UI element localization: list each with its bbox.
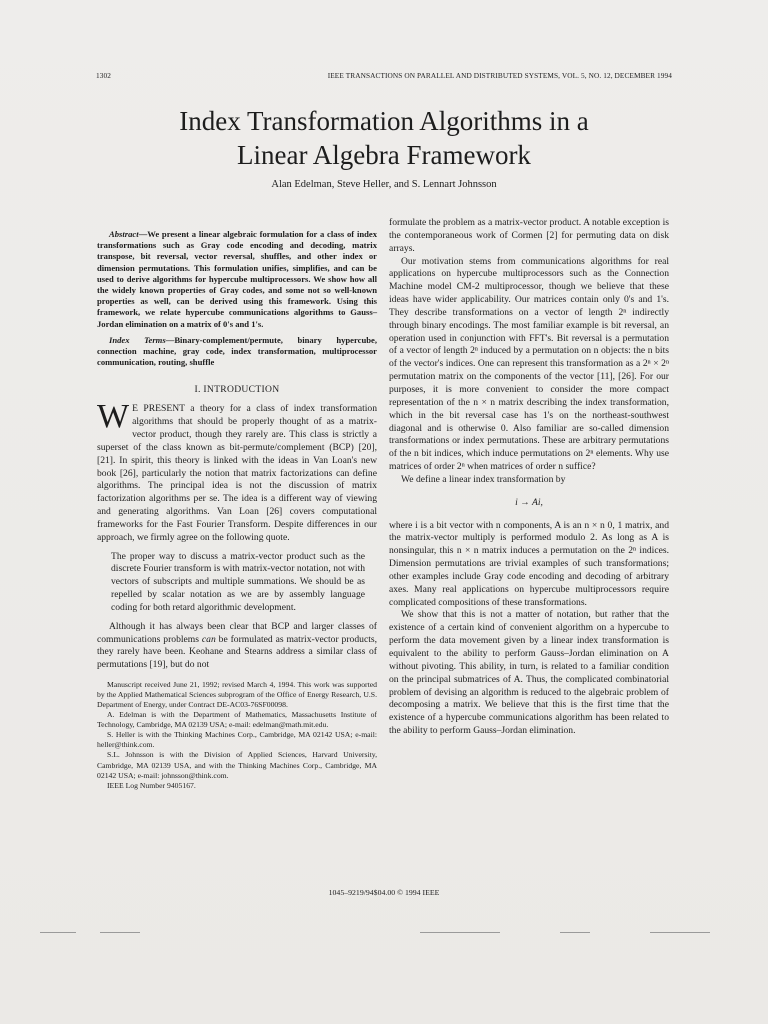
right-paragraph-3: We define a linear index transformation by	[401, 473, 566, 485]
footnote-manuscript: Manuscript received June 21, 1992; revised March 4, 1994. This work was supported by the Applied Mathematical Sciences subprogram of the Office of Energy Research, U.S. Department of Energy, under Contract DE-AC03-76SF00098.	[97, 680, 377, 710]
right-paragraph-1: formulate the problem as a matrix-vector product. A notable exception is the contemporaneous work of Cormen [2] for permuting data on disk arrays.	[389, 217, 669, 254]
drop-cap: W	[97, 398, 130, 436]
display-formula: i → Ai,	[515, 496, 543, 508]
left-column	[97, 229, 377, 791]
edge-mark-2	[100, 932, 140, 933]
intro-paragraph-2	[97, 621, 377, 672]
right-paragraph-2: Our motivation stems from communications algorithms for real applications on hypercube multiprocessors such as the Connection Machine model CM-2 multiprocessor, though we believe that these ideas have wider applicability. Our matrices contain only 0's and 1's. They describe transformations on a vector of length 2ⁿ indirectly through binary encodings. The most familiar example is bit reversal, an operation used in conjunction with FFT's. Bit reversal is a permutation of a vector of length 2ⁿ induced by a permutation on n objects: the n bits of the vector's indices. One can represent this transformation as a 2ⁿ × 2ⁿ permutation matrix on the components of the vector [11], [26]. For our purposes, it is more convenient to consider the more compact representation of the n × n matrix describing the index transformation, which in the bit reversal case has 1's on the northeast-southwest diagonal and is otherwise 0. Also familiar are so-called dimension transformations or index permutations. These are arbitrary permutations of the n bit indices, which induce permutations on 2ⁿ elements. Why use matrices of order 2ⁿ when matrices of order n suffice?	[389, 255, 669, 473]
footnote-johnsson: S.L. Johnsson is with the Division of Applied Sciences, Harvard University, Cambridge, MA 02139 USA, and with the Thinking Machines Corp., Cambridge, MA 02142 USA; e-mail: johnsson@think.com.	[97, 750, 377, 780]
intro-paragraph-2-a: Although it has always been clear that BCP and larger classes of communications problems	[97, 620, 377, 645]
page-number: 1302	[96, 71, 111, 80]
abstract-label: Abstract	[109, 229, 139, 239]
author-list: Alan Edelman, Steve Heller, and S. Lennart Johnsson	[271, 179, 497, 190]
edge-mark-4	[560, 932, 590, 933]
paper-title	[0, 104, 768, 172]
edge-mark-1	[40, 932, 76, 933]
title-line-2: Linear Algebra Framework	[237, 140, 531, 170]
right-column	[389, 217, 669, 738]
index-terms-text: —Binary-complement/permute, binary hypercube, connection machine, gray code, index transformation, multiprocessor communication, routing, shuffle	[97, 334, 377, 368]
edge-mark-3	[420, 932, 500, 933]
scan-edge-marks	[0, 930, 768, 938]
block-quote: The proper way to discuss a matrix-vector product such as the discrete Fourier transform is with matrix-vector notation, not with vectors of subscripts and multiple summations. We should be as repelled by scalar notation as we are by assembly language coding for both retard algorithmic development.	[111, 550, 365, 613]
abstract	[97, 229, 377, 330]
index-terms	[97, 335, 377, 369]
edge-mark-5	[650, 932, 710, 933]
intro-paragraph-1-text: E PRESENT a theory for a class of index transformation algorithms that should be properly thought of as a matrix-vector product, though they rarely are. This class is strictly a superset of the class known as bit-permute/complement (BCP) [20], [21]. In spirit, this theory is linked with the ideas in Van Loan's new book [26], particularly the notion that matrix factorizations can define algorithms. The principal idea is not the discussion of matrix factorization algorithms per se. The idea is a different way of viewing and generating algorithms. Van Loan [26] covers computational frameworks for the Fast Fourier Transform. Despite differences in our approach, we firmly agree on the following quote.	[97, 403, 377, 543]
right-paragraph-4: where i is a bit vector with n components, A is an n × n 0, 1 matrix, and the matrix-vector multiply is performed modulo 2. As long as A is nonsingular, this n × n matrix induces a permutation on the 2ⁿ indices. Dimension permutations are trivial examples of such transformations; other examples include Gray code encoding and decoding of arbitrary axes. Many real applications on hypercube multiprocessors require complicated compositions of these transformations.	[389, 519, 669, 608]
copyright-line: 1045–9219/94$04.00 © 1994 IEEE	[328, 888, 440, 897]
index-terms-label: Index Terms	[109, 334, 166, 345]
intro-paragraph-1	[97, 398, 377, 544]
intro-paragraph-2-b: be formulated as matrix-vector products, they rarely have been. Keohane and Stearns address a similar class of permutations [19], but do not	[97, 633, 377, 671]
intro-paragraph-2-emphasis: can	[201, 633, 216, 645]
footnote-heller: S. Heller is with the Thinking Machines Corp., Cambridge, MA 02142 USA; e-mail: heller@think.com.	[97, 730, 377, 750]
right-paragraph-5: We show that this is not a matter of notation, but rather that the existence of a certain kind of convenient algorithm on a hypercube to perform the data movement given by a linear index transformation is equivalent to the ability to perform Gauss–Jordan elimination on A without pivoting. This ability, in turn, is related to a familiar condition on the principal submatrices of A. Thus, the complicated combinatorial problem of devising an algorithm is reduced to the algebraic problem of decomposing a matrix. We believe that this is the first time that the existence of a hypercube communications algorithm has been related to the ability to perform Gauss–Jordan elimination.	[389, 609, 669, 737]
section-heading-introduction: I. INTRODUCTION	[194, 384, 280, 396]
journal-header: IEEE TRANSACTIONS ON PARALLEL AND DISTRIBUTED SYSTEMS, VOL. 5, NO. 12, DECEMBER 1994	[327, 71, 672, 80]
title-line-1: Index Transformation Algorithms in a	[179, 106, 589, 136]
footnote-edelman: A. Edelman is with the Department of Mathematics, Massachusetts Institute of Technology, Cambridge, MA 02139 USA; e-mail: edelman@math.mit.edu.	[97, 710, 377, 730]
abstract-text: —We present a linear algebraic formulation for a class of index transformations such as Gray code encoding and decoding, matrix transpose, bit reversal, vector reversal, shuffles, and other index or dimension permutations. This formulation unifies, simplifies, and can be used to derive algorithms for hypercube multiprocessors. We show how all the widely known properties of Gray codes, and some not so well-known properties as well, can be derived using this framework. Using this framework, we relate hypercube communications algorithms to Gauss–Jordan elimination on a matrix of 0's and 1's.	[97, 229, 377, 329]
footnote-log-number: IEEE Log Number 9405167.	[107, 780, 196, 790]
footnotes	[97, 680, 377, 791]
